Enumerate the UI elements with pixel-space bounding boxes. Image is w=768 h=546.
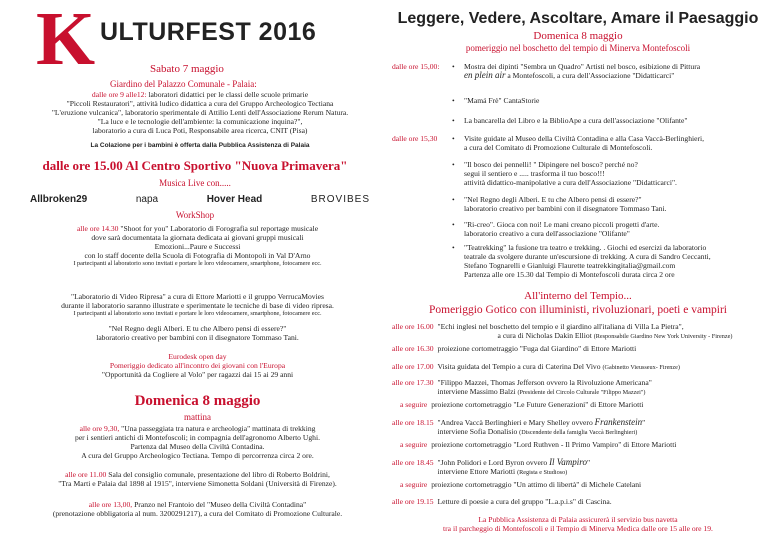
saturday-morning-block [30,90,370,135]
text: Stefano Tognarelli e Gianluigi Flaurette teatrekkingitalia@gmail.com [464,261,676,270]
event-ricreo [392,220,764,238]
text: Partenza dal Museo della Civiltà Contadina. [130,442,265,451]
note: I partecipanti al laboratorio sono invitati e portare le loro videocamere, smartphone, fotocamere ecc. [73,310,322,317]
band-name: BROVIBES [310,194,370,205]
time-label: dalle ore 15,00: [392,62,440,71]
text: per i sentieri antichi di Montefoscoli; in compagnia dell'agronomo Alberto Ughi. [75,433,320,442]
time-label: dalle ore 9 alle12: [91,90,147,99]
text: con lo staff docente della Scuola di Fotografia di Montopoli in Val D'Arno [84,251,311,260]
text: "Mamá Frè" CantaStorie [464,96,540,105]
band-list [30,194,370,205]
text: attività didattico-manipolative a cura dell'Associazione "Didatticarci". [464,178,677,187]
time-label: alle ore 17.00 [392,362,434,371]
giardino-heading: Giardino del Palazzo Comunale - Palaia: [110,79,257,89]
bullet-icon: • [452,195,455,204]
time-label: alle ore 16.30 [392,344,434,353]
text: Emozioni...Paure e Successi [154,242,241,251]
kulturfest-title: ULTURFEST 2016 [100,18,317,46]
workshop-video-block [20,292,375,318]
bullet-icon: • [452,243,455,252]
text: "Laboratorio di Video Ripresa" a cura di Ettore Mariotti e il gruppo VerrucaMovies [70,292,325,301]
time-label: alle ore 11.00 [65,470,107,479]
band-name: Hover Head [206,194,263,205]
bullet-icon: • [452,96,455,105]
text: La Pubblica Assistenza di Palaia assicurerà il servizio bus navetta [478,515,678,524]
text: Partenza alle ore 15.30 dal Tempio di Montefoscoli durata circa 2 ore [464,270,675,279]
talk-echi-inglesi [392,322,764,341]
event-pennelli [392,160,764,187]
text: "Andrea Vaccà Berlinghieri e Mary Shelley ovvero [437,418,595,427]
text: interviene Sofia Donalisio [437,427,518,436]
talk-visita-tempio [392,362,764,372]
talk-fuga-giardino [392,344,764,353]
bullet-icon: • [452,134,455,143]
text: en plein air [464,70,506,80]
workshop-photo-block [20,224,375,268]
text: interviene Ettore Mariotti [437,467,516,476]
note: (Gabinetto Vieusseux- Firenze) [602,364,680,371]
time-label: alle ore 17.30 [392,378,434,387]
text: proiezione cortometraggio "Lord Ruthven - Il Primo Vampiro" di Ettore Mariotti [431,440,677,449]
text: a cura del Comitato di Promozione Culturale di Montefoscoli. [464,143,653,152]
text: La bancarella del Libro e la BiblioApe a cura dell'associazione "Olifante" [464,116,688,125]
event-bancarella [392,116,764,125]
text: "Opportunità da Cogliere al Volo" per ragazzi dai 15 ai 29 anni [101,370,294,379]
band-name: Allbroken29 [30,194,88,205]
time-label: a seguire [400,480,428,489]
text: interviene Massimo Balzi [437,387,516,396]
event-mostra [392,62,764,80]
text: "Ri-creo". Gioca con noi! Le mani creano piccoli progetti d'arte. [464,220,660,229]
mattina-heading: mattina [184,412,211,422]
text: "Il bosco dei pennelli! " Dipingere nel bosco? perché no? [464,160,638,169]
text: "Shoot for you" Laboratorio di Forografia sul reportage musicale [118,224,319,233]
event-cantastorie [392,96,764,105]
note: (Regista e Studioso) [517,469,568,476]
text: laboratorio creativo a cura dell'associazione "Olifante" [464,229,630,238]
time-label: alle ore 18.15 [392,418,434,427]
text: Il Vampiro [549,457,587,467]
note: (Responsabile Giardino New York University - Firenze) [593,333,733,340]
text: "Filippo Mazzei, Thomas Jefferson ovvero la Rivoluzione Americana" [437,378,652,387]
time-label: dalle ore 15,30 [392,134,438,143]
text: "Tra Marti e Palaia dal 1898 al 1915", interviene Simonetta Soldani (Università di Firenze). [58,479,337,488]
talk-lord-ruthven [392,440,768,449]
text: "John Polidori e Lord Byron ovvero [437,458,550,467]
talk-mazzei [392,378,764,397]
text: segui il sentiero e ..... trasforma il tuo bosco!!! [464,169,605,178]
talk-attimo-liberta [392,480,768,489]
talk-frankenstein [392,418,764,437]
talk-future-generazioni [392,400,768,409]
time-label: alle ore 19.15 [392,497,434,506]
text: Sala del consiglio comunale, presentazione del libro di Roberto Boldrini, [106,470,330,479]
event-teatrekking [392,243,764,279]
paesaggio-title: Leggere, Vedere, Ascoltare, Amare il Paesaggio [397,10,759,27]
note: (Presidente del Circolo Culturale "Filippo Mazzei") [517,389,646,396]
bullet-icon: • [452,160,455,169]
text: Visita guidata del Tempio a cura di Caterina Del Vivo [437,362,601,371]
text: "Teatrekking" la fusione tra teatro e trekking. . Giochi ed esercizi da laboratorio [464,243,707,252]
text: A cura del Gruppo Archeologico Tectiana. Tempo di percorrenza circa 2 ore. [81,451,314,460]
text: "Nel Regno degli Alberi. E tu che Albero pensi di essere?" [108,324,287,333]
time-label: alle ore 18.45 [392,458,434,467]
text: "Nel Regno degli Alberi. E tu che Albero pensi di essere?" [464,195,642,204]
gotico-heading: Pomeriggio Gotico con illuministi, rivoluzionari, poeti e vampiri [429,304,727,316]
text: "La luce e le tecnologie dell'ambiente: la comunicazione inquina?", [97,117,303,126]
text: laboratorio creativo per bambini con il disegnatore Tommaso Tani. [96,333,299,342]
bus-navetta-note [392,515,764,533]
right-sunday-heading: Domenica 8 maggio [533,30,623,42]
musica-live: Musica Live con..... [159,178,231,188]
text: "L'eruzione vulcanica", laboratorio sperimentale di Attilio Lenti dell'Associazione Rerum Natura. [51,108,349,117]
note: I partecipanti al laboratorio sono invitati e portare le loro videocamere, smartphone, fotocamere ecc. [73,260,322,267]
band-name: napa [135,194,159,205]
text: Pomeriggio dedicato all'incontro dei giovani con l'Europa [109,361,286,370]
text: laboratorio creativo per bambini con il disegnatore Tommaso Tani. [464,204,667,213]
time-label: a seguire [400,400,428,409]
note: (Discendente della famiglia Vaccà Berlinghieri) [519,429,638,436]
text: a cura di Nicholas Dakin Elliot [497,331,592,340]
bullet-icon: • [452,220,455,229]
centro-sportivo-heading: dalle ore 15.00 Al Centro Sportivo "Nuova Primavera" [42,158,348,173]
time-label: alle ore 16.00 [392,322,434,331]
text: teatrale da svolgere durante un'escursione di trekking. A cura di Sandro Ceccanti, [464,252,711,261]
title-initial-k: K [36,0,96,81]
workshop-trees-block [20,324,375,342]
interno-heading: All'interno del Tempio... [524,290,632,302]
text: laboratori didattici per le classi delle scuole primarie [146,90,309,99]
text: dove sarà documentata la giornata dedicata ai giovani gruppi musicali [91,233,304,242]
sunday-heading: Domenica 8 maggio [134,393,261,409]
text: " [642,418,646,427]
text: Pranzo nel Frantoio del "Museo della Civiltà Contadina" [132,500,307,509]
saturday-heading: Sabato 7 maggio [150,63,224,75]
time-label: alle ore 13,00, [88,500,133,509]
text: (prenotazione obbligatoria al num. 3200291217), a cura del Comitato di Promozione Culturale. [52,509,343,518]
text: Eurodesk open day [168,352,227,361]
text: proiezione cortometraggio "Le Future Generazioni" di Ettore Mariotti [431,400,644,409]
lunch-block [20,500,375,518]
workshop-heading: WorkShop [175,210,215,220]
event-regno-alberi [392,195,764,213]
text: proiezione cortometraggio "Un attimo di libertà" di Michele Catelani [431,480,642,489]
time-label: a seguire [400,440,428,449]
text: Mostra dei dipinti "Sembra un Quadro" Artisti nel bosco, esibizione di Pittura [464,62,701,71]
time-label: alle ore 9,30, [79,424,120,433]
text: durante il laboratorio saranno illustrate e sperimentate le tecniche di base di video ripresa. [61,301,334,310]
text: proiezione cortometraggio "Fuga dal Giardino" di Ettore Mariotti [437,344,637,353]
text: "Piccoli Restauratori", attività ludico didattica a cura del Gruppo Archeologico Tectiana [66,99,334,108]
talk-vampiro [392,458,764,477]
bullet-icon: • [452,62,455,71]
bullet-icon: • [452,116,455,125]
colazione-note: La Colazione per i bambini è offerta dalla Pubblica Assistenza di Palaia [90,142,310,149]
text: "Una passeggiata tra natura e archeologia" mattinata di trekking [119,424,316,433]
text: "Echi inglesi nel boschetto del tempio e il giardino all'italiana di Villa La Pietra", [437,322,684,331]
trekking-block [20,424,375,460]
text: a Montefoscoli, a cura dell'Associazione "Didatticarci" [505,71,675,80]
text: Letture di poesie a cura del gruppo "L.a.p.i.s" di Cascina. [437,497,612,506]
text: laboratorio a cura di Luca Poti, Responsabile area ricerca, CNIT (Pisa) [92,126,308,135]
book-block [20,470,375,488]
text: Visite guidate al Museo della Civiltà Contadina e alla Casa Vaccà-Berlinghieri, [464,134,705,143]
eurodesk-block [20,352,375,379]
talk-letture-poesie [392,497,764,506]
time-label: alle ore 14.30 [76,224,119,233]
text: tra il parcheggio di Montefoscoli e il Tempio di Minerva Medica dalle ore 15 alle ore 19. [443,524,713,533]
event-visite [392,134,764,152]
text: " [586,458,591,467]
right-subtitle: pomeriggio nel boschetto del tempio di Minerva Montefoscoli [465,43,691,53]
text: Frankenstein [594,417,643,427]
